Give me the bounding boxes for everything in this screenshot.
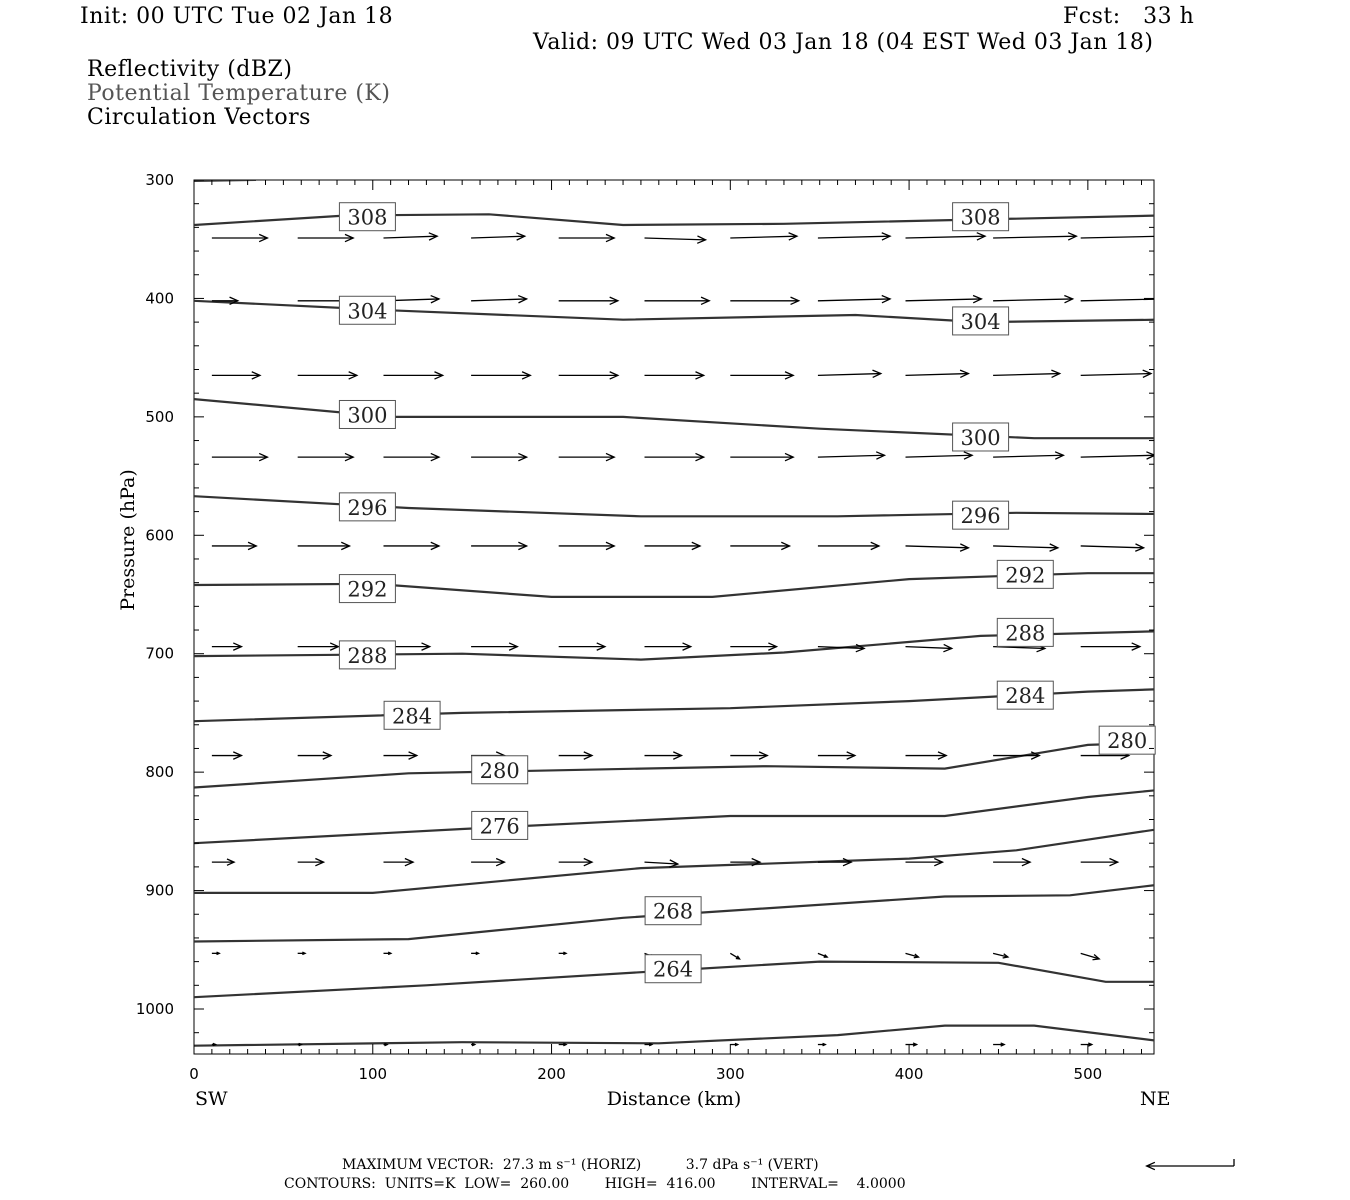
circulation-vector — [730, 953, 739, 959]
x-tick-label: 200 — [537, 1065, 566, 1083]
contour-label-288 — [339, 641, 395, 669]
circulation-vector — [298, 234, 354, 241]
circulation-vector — [1167, 372, 1241, 379]
circulation-vector — [559, 234, 615, 241]
circulation-vector — [471, 1043, 475, 1045]
circulation-vector — [559, 858, 592, 865]
contour-label-284 — [384, 701, 440, 729]
theta-contour-272 — [194, 829, 1159, 893]
circulation-vector — [906, 752, 947, 759]
circulation-vector — [730, 1043, 737, 1045]
x-tick-label: 300 — [715, 1065, 745, 1083]
y-tick-label: 800 — [145, 763, 174, 782]
circulation-vector — [559, 297, 618, 304]
circulation-vector — [298, 542, 350, 549]
svg-text:296: 296 — [960, 504, 1001, 529]
contour-label-280 — [472, 756, 528, 784]
contour-label-292 — [997, 560, 1053, 588]
svg-text:292: 292 — [1005, 563, 1046, 588]
svg-text:280: 280 — [479, 758, 520, 783]
circulation-vector — [212, 453, 268, 460]
contour-label-304 — [339, 296, 395, 324]
contour-label-280 — [1099, 726, 1155, 754]
max-vector-text: MAXIMUM VECTOR: 27.3 m s⁻¹ (HORIZ) 3.7 dPa s⁻¹ (VERT) — [342, 1157, 819, 1173]
circulation-vector — [383, 453, 439, 460]
circulation-vector — [730, 297, 798, 304]
y-tick-label: 900 — [145, 881, 174, 900]
x-tick-label: 400 — [894, 1065, 924, 1083]
circulation-vector — [1081, 233, 1164, 240]
circulation-vector — [298, 643, 339, 650]
circulation-vector — [906, 644, 952, 651]
contour-label-296 — [953, 501, 1009, 529]
svg-text:308: 308 — [347, 205, 388, 230]
circulation-vector — [645, 372, 704, 379]
theta-contour-304 — [194, 301, 1159, 322]
circulation-vector — [818, 452, 885, 459]
circulation-vector — [730, 643, 776, 650]
y-tick-label: 1000 — [135, 999, 174, 1018]
svg-text:264: 264 — [653, 957, 694, 982]
circulation-vector — [298, 372, 357, 379]
circulation-vector — [818, 370, 881, 377]
contour-label-300 — [953, 423, 1009, 451]
circulation-vector — [906, 370, 969, 377]
y-tick-label: 400 — [145, 289, 174, 308]
circulation-vector — [906, 295, 982, 302]
svg-text:308: 308 — [960, 205, 1001, 230]
svg-text:276: 276 — [479, 814, 520, 839]
circulation-vector — [645, 643, 691, 650]
theta-contour-308 — [194, 214, 1159, 225]
forecast-hour: Fcst: 33 h — [1063, 4, 1195, 29]
x-tick-label: 0 — [189, 1065, 199, 1083]
circulation-vector — [1081, 643, 1140, 650]
svg-text:296: 296 — [347, 495, 388, 520]
svg-text:284: 284 — [1005, 684, 1046, 709]
field-circulation-vectors: Circulation Vectors — [87, 105, 311, 130]
circulation-vector — [471, 858, 504, 865]
circulation-vector — [1081, 858, 1118, 865]
max-vector-arrow-shaft — [1147, 1162, 1234, 1169]
circulation-vector — [1167, 297, 1254, 304]
circulation-vector — [645, 752, 682, 759]
circulation-vector — [818, 295, 890, 302]
svg-text:288: 288 — [1005, 621, 1046, 646]
circulation-vector — [993, 1043, 1004, 1046]
circulation-vector — [1167, 1043, 1178, 1046]
x-tick-label: 100 — [358, 1065, 388, 1083]
circulation-vector — [471, 296, 527, 303]
circulation-vector — [471, 643, 517, 650]
circulation-vector — [559, 542, 615, 549]
circulation-vector — [730, 453, 793, 460]
y-tick-label: 500 — [145, 407, 174, 426]
circulation-vector — [471, 542, 527, 549]
circulation-vector — [471, 372, 530, 379]
circulation-vector — [1081, 295, 1164, 302]
circulation-vector — [993, 233, 1076, 240]
theta-contour-280 — [194, 743, 1159, 788]
circulation-vector — [212, 372, 260, 379]
contour-label-296 — [339, 493, 395, 521]
circulation-vector — [1167, 643, 1232, 650]
circulation-vector — [906, 452, 973, 459]
valid-time: Valid: 09 UTC Wed 03 Jan 18 (04 EST Wed 03 Jan 18) — [533, 30, 1154, 55]
circulation-vector — [559, 372, 618, 379]
circulation-vector — [383, 372, 442, 379]
svg-text:300: 300 — [347, 403, 388, 428]
theta-contour-296 — [194, 496, 1159, 516]
circulation-vector — [906, 233, 986, 240]
circulation-vector — [471, 233, 525, 240]
y-tick-label: 600 — [145, 526, 174, 545]
svg-text:268: 268 — [653, 899, 694, 924]
contour-label-288 — [997, 618, 1053, 646]
circulation-vector — [993, 953, 1008, 958]
theta-contour-260 — [194, 1026, 1159, 1046]
contour-label-304 — [953, 307, 1009, 335]
circulation-vector — [383, 542, 439, 549]
init-time: Init: 00 UTC Tue 02 Jan 18 — [80, 4, 394, 29]
circulation-vector — [906, 953, 919, 957]
circulation-vector — [818, 752, 855, 759]
circulation-vector — [298, 952, 305, 954]
svg-text:292: 292 — [347, 577, 388, 602]
circulation-vector — [1167, 542, 1230, 549]
circulation-vector — [1167, 752, 1217, 759]
circulation-vector — [1081, 1043, 1092, 1046]
circulation-vector — [1081, 544, 1144, 551]
circulation-vector — [383, 752, 416, 759]
circulation-vector — [298, 752, 331, 759]
circulation-vector — [1081, 452, 1155, 459]
circulation-vector — [1081, 953, 1100, 959]
circulation-vector — [383, 858, 413, 865]
svg-text:284: 284 — [392, 704, 433, 729]
circulation-vector — [993, 858, 1030, 865]
circulation-vector — [471, 453, 527, 460]
circulation-vector — [818, 858, 851, 865]
svg-text:300: 300 — [960, 425, 1001, 450]
circulation-vector — [298, 453, 354, 460]
circulation-vector — [559, 453, 615, 460]
contour-label-308 — [339, 203, 395, 231]
circulation-vector — [559, 752, 592, 759]
circulation-vector — [383, 233, 437, 240]
contour-label-284 — [997, 681, 1053, 709]
circulation-vector — [645, 542, 701, 549]
circulation-vector — [993, 544, 1058, 551]
svg-text:304: 304 — [960, 309, 1001, 334]
x-end-label-sw: SW — [195, 1088, 228, 1110]
circulation-vector — [471, 952, 478, 954]
svg-text:280: 280 — [1107, 729, 1148, 754]
theta-contour-276 — [194, 790, 1159, 843]
circulation-vector — [559, 643, 605, 650]
circulation-vector — [818, 233, 890, 240]
circulation-vector — [212, 952, 219, 954]
circulation-vector — [559, 952, 566, 954]
circulation-vector — [298, 858, 324, 865]
circulation-vector — [212, 643, 242, 650]
field-reflectivity: Reflectivity (dBZ) — [87, 57, 293, 82]
contour-label-264 — [645, 955, 701, 983]
contour-label-300 — [339, 400, 395, 428]
circulation-vector — [993, 295, 1073, 302]
circulation-vector — [906, 544, 969, 551]
circulation-vector — [383, 952, 390, 954]
circulation-vector — [212, 542, 256, 549]
circulation-vectors — [212, 233, 1257, 1046]
x-tick-label: 500 — [1073, 1065, 1103, 1083]
svg-text:304: 304 — [347, 299, 388, 324]
circulation-vector — [993, 370, 1060, 377]
circulation-vector — [645, 860, 678, 867]
max-vector-arrow — [1147, 1159, 1234, 1170]
contour-label-292 — [339, 575, 395, 603]
contour-label-276 — [472, 811, 528, 839]
circulation-vector — [1167, 453, 1241, 460]
x-end-label-ne: NE — [1140, 1088, 1171, 1110]
circulation-vector — [818, 953, 827, 957]
circulation-vector — [645, 297, 710, 304]
circulation-vector — [993, 752, 1039, 759]
circulation-vector — [993, 452, 1063, 459]
svg-text:288: 288 — [347, 643, 388, 668]
y-axis-title: Pressure (hPa) — [117, 469, 139, 611]
circulation-vector — [818, 1043, 825, 1045]
circulation-vector — [906, 858, 943, 865]
circulation-vector — [1167, 953, 1186, 958]
circulation-vector — [730, 752, 767, 759]
circulation-vector — [212, 234, 268, 241]
circulation-vector — [906, 1043, 917, 1046]
theta-contour-300 — [194, 399, 1159, 438]
circulation-vector — [730, 542, 789, 549]
circulation-vector — [212, 752, 242, 759]
circulation-vector — [818, 542, 879, 549]
y-tick-label: 300 — [145, 171, 174, 189]
circulation-vector — [645, 236, 706, 243]
circulation-vector — [645, 453, 704, 460]
contours-text: CONTOURS: UNITS=K LOW= 260.00 HIGH= 416.00 INTERVAL= 4.0000 — [284, 1176, 906, 1192]
x-axis-title: Distance (km) — [606, 1088, 742, 1110]
circulation-vector — [1167, 233, 1258, 240]
contour-label-268 — [645, 897, 701, 925]
circulation-vector — [730, 233, 797, 240]
circulation-vector — [730, 372, 793, 379]
y-tick-label: 700 — [145, 644, 174, 663]
circulation-vector — [1167, 858, 1197, 865]
field-potential-temperature: Potential Temperature (K) — [87, 81, 391, 106]
circulation-vector — [212, 859, 234, 865]
circulation-vector — [1081, 370, 1151, 377]
contour-label-308 — [953, 203, 1009, 231]
